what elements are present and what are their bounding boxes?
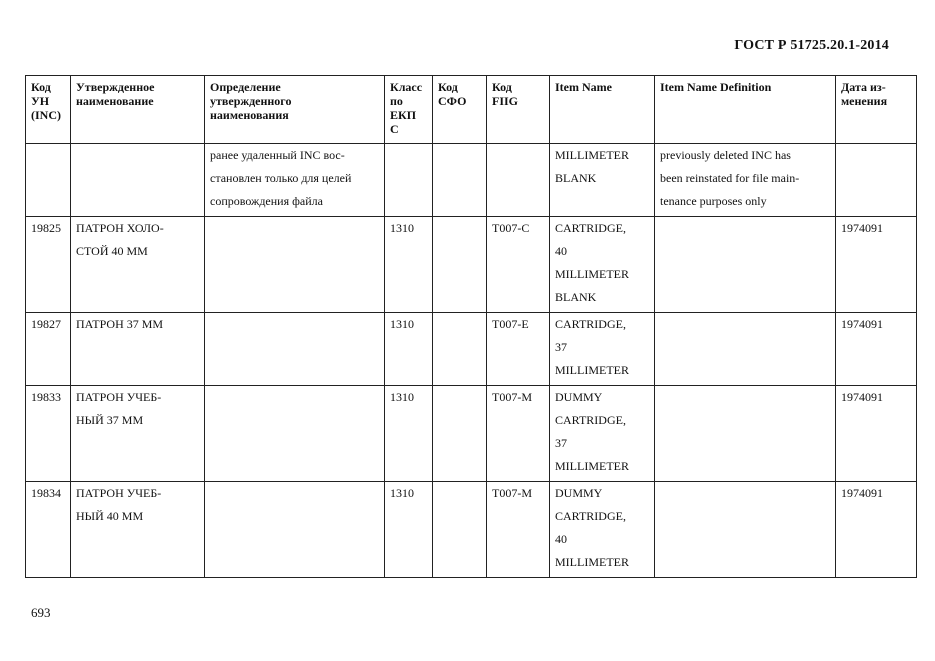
header-line: Дата из- bbox=[841, 80, 886, 94]
fiig-cell bbox=[487, 144, 550, 217]
col-item-def-header bbox=[655, 76, 836, 144]
cell-line: CARTRIDGE, bbox=[555, 413, 626, 427]
col-fiig-header bbox=[487, 76, 550, 144]
table-header-row bbox=[26, 76, 917, 144]
cell-line: ПАТРОН ХОЛО- bbox=[76, 221, 164, 235]
definition-cell bbox=[205, 482, 385, 578]
col-definition-header bbox=[205, 76, 385, 144]
name-cell bbox=[71, 144, 205, 217]
cell-line: BLANK bbox=[555, 290, 597, 304]
class-cell: 1310 bbox=[385, 313, 433, 386]
date-cell bbox=[836, 144, 917, 217]
cell-line: CARTRIDGE, bbox=[555, 509, 626, 523]
table-row bbox=[26, 217, 917, 313]
definition-cell bbox=[205, 144, 385, 217]
cell-line: ПАТРОН УЧЕБ- bbox=[76, 390, 162, 404]
item-name-cell bbox=[550, 144, 655, 217]
cell-line: CARTRIDGE, bbox=[555, 317, 626, 331]
fiig-cell: T007-E bbox=[487, 313, 550, 386]
col-date-header bbox=[836, 76, 917, 144]
header-line: (INC) bbox=[31, 108, 61, 122]
cell-line: 40 bbox=[555, 244, 567, 258]
cell-line: previously deleted INC has bbox=[660, 148, 791, 162]
cell-line: MILLIMETER bbox=[555, 555, 629, 569]
col-class-header bbox=[385, 76, 433, 144]
document-title: ГОСТ Р 51725.20.1-2014 bbox=[734, 38, 889, 53]
cell-line: DUMMY bbox=[555, 486, 603, 500]
fiig-cell: T007-M bbox=[487, 386, 550, 482]
header-line: наименование bbox=[76, 94, 154, 108]
name-cell bbox=[71, 386, 205, 482]
cell-line: НЫЙ 40 ММ bbox=[76, 509, 144, 523]
cell-line: 37 bbox=[555, 340, 567, 354]
inc-cell: 19833 bbox=[26, 386, 71, 482]
class-cell bbox=[385, 144, 433, 217]
header-line: Код bbox=[31, 80, 51, 94]
cell-line: MILLIMETER bbox=[555, 148, 629, 162]
name-cell bbox=[71, 482, 205, 578]
cell-line: tenance purposes only bbox=[660, 194, 767, 208]
inc-cell: 19827 bbox=[26, 313, 71, 386]
sfo-cell bbox=[433, 217, 487, 313]
item-name-cell bbox=[550, 482, 655, 578]
cell-line: ранее удаленный INC вос- bbox=[210, 148, 345, 162]
header-line: Item Name bbox=[555, 80, 612, 94]
table-row bbox=[26, 313, 917, 386]
item-def-cell bbox=[655, 386, 836, 482]
item-def-cell bbox=[655, 313, 836, 386]
table-row bbox=[26, 386, 917, 482]
header-line: по bbox=[390, 94, 403, 108]
name-cell bbox=[71, 313, 205, 386]
item-def-cell bbox=[655, 217, 836, 313]
sfo-cell bbox=[433, 482, 487, 578]
inc-table bbox=[25, 75, 917, 578]
col-sfo-header bbox=[433, 76, 487, 144]
date-cell: 1974091 bbox=[836, 386, 917, 482]
item-name-cell bbox=[550, 313, 655, 386]
sfo-cell bbox=[433, 386, 487, 482]
date-cell: 1974091 bbox=[836, 482, 917, 578]
cell-line: ПАТРОН 37 ММ bbox=[76, 317, 164, 331]
header-line: Item Name Definition bbox=[660, 80, 772, 94]
cell-line: сопровождения файла bbox=[210, 194, 323, 208]
header-line: FIIG bbox=[492, 94, 519, 108]
header-line: СФО bbox=[438, 94, 467, 108]
cell-line: MILLIMETER bbox=[555, 267, 629, 281]
date-cell: 1974091 bbox=[836, 217, 917, 313]
item-name-cell bbox=[550, 217, 655, 313]
header-line: Утвержденное bbox=[76, 80, 155, 94]
cell-line: CARTRIDGE, bbox=[555, 221, 626, 235]
cell-line: MILLIMETER bbox=[555, 459, 629, 473]
cell-line: been reinstated for file main- bbox=[660, 171, 800, 185]
cell-line: 37 bbox=[555, 436, 567, 450]
inc-cell: 19825 bbox=[26, 217, 71, 313]
col-item-name-header bbox=[550, 76, 655, 144]
cell-line: СТОЙ 40 ММ bbox=[76, 244, 148, 258]
header-line: Класс bbox=[390, 80, 423, 94]
item-name-cell bbox=[550, 386, 655, 482]
item-def-cell bbox=[655, 482, 836, 578]
cell-line: ПАТРОН УЧЕБ- bbox=[76, 486, 162, 500]
table-body bbox=[26, 144, 917, 578]
class-cell: 1310 bbox=[385, 386, 433, 482]
definition-cell bbox=[205, 386, 385, 482]
cell-line: 40 bbox=[555, 532, 567, 546]
sfo-cell bbox=[433, 313, 487, 386]
date-cell: 1974091 bbox=[836, 313, 917, 386]
sfo-cell bbox=[433, 144, 487, 217]
fiig-cell: T007-C bbox=[487, 217, 550, 313]
col-name-header bbox=[71, 76, 205, 144]
header-line: наименования bbox=[210, 108, 289, 122]
class-cell: 1310 bbox=[385, 482, 433, 578]
cell-line: BLANK bbox=[555, 171, 597, 185]
header-line: Код bbox=[492, 80, 512, 94]
cell-line: становлен только для целей bbox=[210, 171, 352, 185]
header-line: менения bbox=[841, 94, 888, 108]
name-cell bbox=[71, 217, 205, 313]
header-line: С bbox=[390, 122, 399, 136]
table-row bbox=[26, 144, 917, 217]
header-line: Код bbox=[438, 80, 458, 94]
inc-cell bbox=[26, 144, 71, 217]
class-cell: 1310 bbox=[385, 217, 433, 313]
fiig-cell: T007-M bbox=[487, 482, 550, 578]
header-line: УН bbox=[31, 94, 50, 108]
cell-line: DUMMY bbox=[555, 390, 603, 404]
item-def-cell bbox=[655, 144, 836, 217]
header-line: Определение bbox=[210, 80, 281, 94]
definition-cell bbox=[205, 217, 385, 313]
header-line: ЕКП bbox=[390, 108, 417, 122]
header-line: утвержденного bbox=[210, 94, 292, 108]
cell-line: MILLIMETER bbox=[555, 363, 629, 377]
table-row bbox=[26, 482, 917, 578]
definition-cell bbox=[205, 313, 385, 386]
page-number: 693 bbox=[31, 605, 51, 620]
cell-line: НЫЙ 37 ММ bbox=[76, 413, 144, 427]
inc-cell: 19834 bbox=[26, 482, 71, 578]
col-inc-header bbox=[26, 76, 71, 144]
